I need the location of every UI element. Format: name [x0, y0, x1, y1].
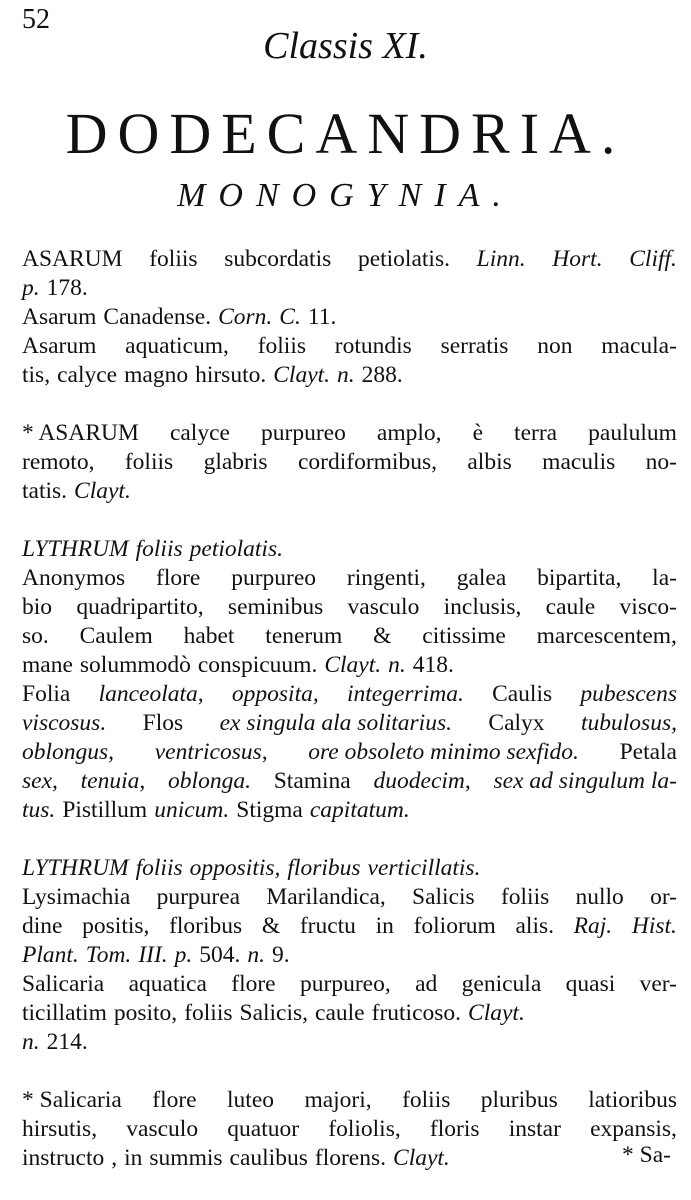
word: Salicis	[412, 884, 475, 910]
word: integerrima.	[346, 681, 464, 707]
word: floris	[429, 1116, 480, 1142]
word: p.	[22, 275, 40, 301]
word: so.	[22, 623, 49, 649]
word: Clayt.	[468, 1000, 525, 1026]
word: ore obsoleto minimo sexfido.	[308, 739, 579, 765]
text-line	[22, 245, 677, 274]
word: seminibus	[227, 594, 324, 620]
word: n.	[337, 362, 355, 388]
order-title: DODECANDRIA.	[65, 101, 626, 166]
text-line	[22, 854, 677, 883]
word: &	[373, 623, 392, 649]
word: Salicaria	[22, 971, 105, 997]
paragraph-gap	[22, 1057, 677, 1086]
text-line	[22, 564, 677, 593]
class-title: Classis XI.	[263, 25, 428, 67]
word: in	[124, 1145, 143, 1171]
word: no-	[645, 449, 677, 475]
word: luteo	[227, 1087, 275, 1113]
word: hirsutis,	[22, 1116, 98, 1142]
word: 178.	[46, 275, 88, 301]
word: III.	[138, 942, 168, 968]
word: marcescentem,	[536, 623, 677, 649]
word: florens.	[314, 1145, 387, 1171]
word: Corn.	[218, 304, 273, 330]
word: visco-	[619, 594, 677, 620]
word: quadripartito,	[76, 594, 204, 620]
word: Pistillum	[62, 797, 148, 823]
word: ,	[111, 1145, 118, 1171]
word: maculis	[542, 449, 616, 475]
text-line	[22, 303, 677, 332]
word: nullo	[575, 884, 624, 910]
word: or-	[650, 884, 677, 910]
word: 214.	[46, 1029, 88, 1055]
word: Stigma	[236, 797, 303, 823]
word: Clayt.	[324, 652, 382, 678]
word: sex ad singulum la-	[493, 768, 677, 794]
text-line	[22, 1086, 677, 1115]
word: Clayt.	[393, 1145, 450, 1171]
word: Flos	[142, 710, 184, 736]
word: floribus	[287, 855, 361, 881]
word: foliorum	[413, 913, 496, 939]
word: LYTHRUM	[22, 536, 129, 562]
word: la-	[652, 565, 677, 591]
word: 9.	[272, 942, 290, 968]
word: Hort.	[552, 246, 603, 272]
word: latioribus	[588, 1087, 677, 1113]
word: instar	[508, 1116, 561, 1142]
word: Petala	[619, 739, 677, 765]
word: C.	[279, 304, 301, 330]
word: tus.	[22, 797, 56, 823]
word: amplo,	[376, 420, 442, 446]
word: pluribus	[480, 1087, 558, 1113]
word: aquaticum,	[125, 333, 229, 359]
word: purpureo	[261, 420, 346, 446]
word: non	[537, 333, 573, 359]
word: Clayt.	[74, 478, 131, 504]
text-line	[22, 419, 677, 448]
word: remoto,	[22, 449, 95, 475]
word: oblongus,	[22, 739, 115, 765]
paragraph-gap	[22, 825, 677, 854]
word: vasculo	[126, 1116, 199, 1142]
word: tis,	[22, 362, 51, 388]
word: n.	[388, 652, 406, 678]
word: foliis	[184, 1000, 233, 1026]
word: fructu	[299, 913, 356, 939]
word: foliis	[500, 884, 550, 910]
text-line	[22, 274, 677, 303]
word: expansis,	[590, 1116, 677, 1142]
word: ticillatim	[22, 1000, 107, 1026]
word: tubulosus,	[581, 710, 677, 736]
word: viscosus.	[22, 710, 107, 736]
word: foliis	[402, 1087, 451, 1113]
word: 418.	[412, 652, 454, 678]
word: positis,	[82, 913, 150, 939]
word: purpureo,	[300, 971, 391, 997]
word: inclusis,	[443, 594, 522, 620]
word: Lysimachia	[22, 884, 131, 910]
word: ringenti,	[346, 565, 426, 591]
word: conspicuum.	[197, 652, 318, 678]
word: purpureo	[231, 565, 317, 591]
word: bio	[22, 594, 53, 620]
word: ad	[415, 971, 438, 997]
word: Calyx	[488, 710, 545, 736]
text-line	[22, 1144, 677, 1173]
text-line	[22, 680, 677, 709]
word: Caulis	[492, 681, 553, 707]
word: tenuia,	[80, 768, 146, 794]
word: foliis	[149, 246, 198, 272]
word: 288.	[361, 362, 403, 388]
text-line	[22, 738, 677, 767]
word: caulibus	[229, 1145, 308, 1171]
word: aquatica	[128, 971, 207, 997]
word: dine	[22, 913, 63, 939]
text-line	[22, 796, 677, 825]
word: summis	[149, 1145, 223, 1171]
word: habet	[183, 623, 235, 649]
paragraph-gap	[22, 390, 677, 419]
word: tatis.	[22, 478, 68, 504]
word: n.	[247, 942, 266, 968]
text-line	[22, 883, 677, 912]
text-line	[22, 622, 677, 651]
word: foliolis,	[328, 1116, 401, 1142]
word: Asarum	[22, 333, 97, 359]
word: foliis	[135, 536, 183, 562]
text-line	[22, 912, 677, 941]
word: sex,	[22, 768, 58, 794]
word: majori,	[304, 1087, 372, 1113]
word: caule	[545, 594, 596, 620]
text-line	[22, 477, 677, 506]
word: p.	[174, 942, 193, 968]
word: lanceolata,	[98, 681, 204, 707]
word: paululum	[588, 420, 677, 446]
word: quatuor	[227, 1116, 300, 1142]
word: pubescens	[580, 681, 677, 707]
word: in	[375, 913, 394, 939]
text-line	[22, 709, 677, 738]
word: Asarum	[22, 304, 97, 330]
word: foliis	[257, 333, 307, 359]
word: terra	[514, 420, 558, 446]
word: quasi	[565, 971, 616, 997]
word: è	[472, 420, 483, 446]
word: ventricosus,	[154, 739, 268, 765]
word: duodecim,	[373, 768, 471, 794]
text-line	[22, 651, 677, 680]
word: galea	[456, 565, 507, 591]
word: genicula	[461, 971, 542, 997]
word: verticillatis.	[367, 855, 481, 881]
word: Clayt.	[273, 362, 331, 388]
word: macula-	[601, 333, 677, 359]
text-line	[22, 332, 677, 361]
paragraph-gap	[22, 506, 677, 535]
word: calyce	[169, 420, 230, 446]
word: hirsuto.	[195, 362, 267, 388]
word: fruticoso.	[371, 1000, 462, 1026]
word: Hist.	[631, 913, 677, 939]
word: tenerum	[265, 623, 343, 649]
word: * ASARUM	[22, 420, 139, 446]
text-line	[22, 535, 677, 564]
word: posito,	[113, 1000, 178, 1026]
text-line	[22, 448, 677, 477]
word: subcordatis	[224, 246, 332, 272]
word: alis.	[515, 913, 554, 939]
suborder-title: MONOGYNIA.	[177, 177, 514, 214]
word: 504.	[199, 942, 241, 968]
word: * Salicaria	[22, 1087, 122, 1113]
word: unicum.	[154, 797, 230, 823]
word: petiolatis.	[357, 246, 450, 272]
word: Linn.	[476, 246, 526, 272]
text-line	[22, 767, 677, 796]
text-line	[22, 593, 677, 622]
word: Anonymos	[22, 565, 126, 591]
word: vasculo	[347, 594, 420, 620]
word: Tom.	[85, 942, 132, 968]
word: glabris	[203, 449, 268, 475]
word: ex singula ala solitarius.	[219, 710, 452, 736]
word: ASARUM	[22, 246, 123, 272]
word: Cliff.	[629, 246, 677, 272]
word: purpurea	[156, 884, 241, 910]
word: albis	[467, 449, 512, 475]
text-line	[22, 999, 677, 1028]
word: caule	[315, 1000, 365, 1026]
word: calyce	[57, 362, 118, 388]
word: Caulem	[79, 623, 153, 649]
text-line	[22, 941, 677, 970]
word: flore	[152, 1087, 197, 1113]
text-line	[22, 361, 677, 390]
word: rotundis	[334, 333, 412, 359]
word: Marilandica,	[266, 884, 386, 910]
word: foliis	[135, 855, 183, 881]
word: Raj.	[573, 913, 613, 939]
word: mane	[22, 652, 73, 678]
word: Plant.	[22, 942, 79, 968]
word: serratis	[440, 333, 509, 359]
body-text	[22, 245, 677, 1173]
word: floribus	[169, 913, 243, 939]
word: cordiformibus,	[297, 449, 437, 475]
word: n.	[22, 1029, 40, 1055]
text-line	[22, 1028, 677, 1057]
word: LYTHRUM	[22, 855, 129, 881]
text-line	[22, 970, 677, 999]
word: 11.	[307, 304, 337, 330]
word: citissime	[422, 623, 506, 649]
word: oblonga.	[168, 768, 251, 794]
word: opposita,	[231, 681, 319, 707]
word: solummodò	[79, 652, 191, 678]
word: bipartita,	[537, 565, 622, 591]
catchword: * Sa-	[622, 1142, 671, 1168]
word: petiolatis.	[189, 536, 283, 562]
word: foliis	[124, 449, 174, 475]
page-number: 52	[22, 4, 50, 35]
word: capitatum.	[309, 797, 410, 823]
text-line	[22, 1115, 677, 1144]
word: Salicis,	[239, 1000, 309, 1026]
word: ver-	[639, 971, 677, 997]
word: flore	[231, 971, 276, 997]
word: instructo	[22, 1145, 105, 1171]
word: flore	[156, 565, 201, 591]
word: &	[261, 913, 281, 939]
word: Folia	[22, 681, 71, 707]
word: Canadense.	[103, 304, 212, 330]
word: Stamina	[273, 768, 351, 794]
word: magno	[124, 362, 189, 388]
word: oppositis,	[189, 855, 281, 881]
